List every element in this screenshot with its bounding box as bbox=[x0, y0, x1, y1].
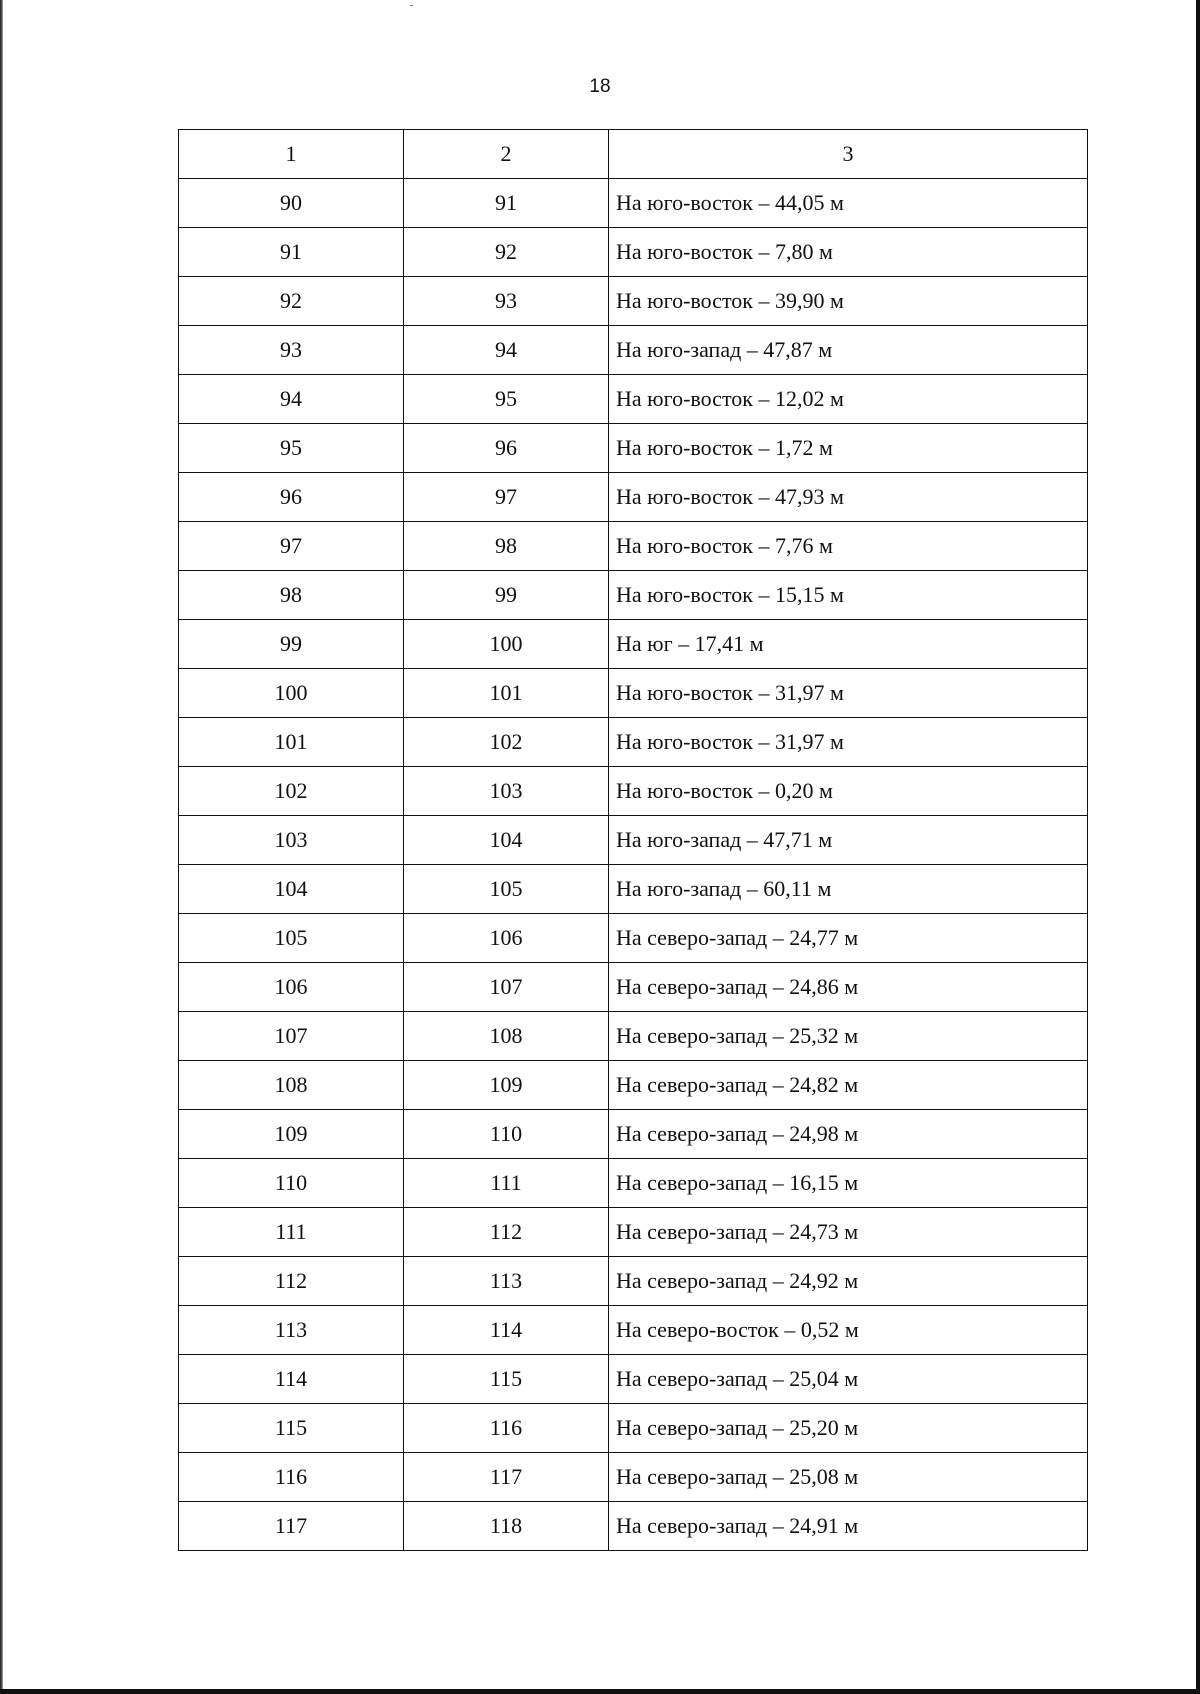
direction-distance-cell: На юго-восток – 39,90 м bbox=[609, 277, 1088, 326]
table-row bbox=[179, 865, 1088, 914]
direction-distance-cell: На северо-запад – 24,82 м bbox=[609, 1061, 1088, 1110]
table-row bbox=[179, 1502, 1088, 1551]
from-point-cell: 111 bbox=[179, 1208, 404, 1257]
from-point-cell: 94 bbox=[179, 375, 404, 424]
direction-distance-cell: На юго-запад – 47,71 м bbox=[609, 816, 1088, 865]
direction-distance-cell: На юго-восток – 0,20 м bbox=[609, 767, 1088, 816]
table-row bbox=[179, 277, 1088, 326]
to-point-cell: 109 bbox=[404, 1061, 609, 1110]
from-point-cell: 116 bbox=[179, 1453, 404, 1502]
to-point-cell: 113 bbox=[404, 1257, 609, 1306]
to-point-cell: 101 bbox=[404, 669, 609, 718]
table-row bbox=[179, 1257, 1088, 1306]
table-row bbox=[179, 1061, 1088, 1110]
from-point-cell: 104 bbox=[179, 865, 404, 914]
header-cell-1: 1 bbox=[179, 130, 404, 179]
from-point-cell: 92 bbox=[179, 277, 404, 326]
to-point-cell: 104 bbox=[404, 816, 609, 865]
direction-distance-cell: На юго-восток – 44,05 м bbox=[609, 179, 1088, 228]
table-row bbox=[179, 1404, 1088, 1453]
table-row bbox=[179, 914, 1088, 963]
to-point-cell: 116 bbox=[404, 1404, 609, 1453]
direction-distance-cell: На юго-восток – 31,97 м bbox=[609, 669, 1088, 718]
from-point-cell: 113 bbox=[179, 1306, 404, 1355]
table-row bbox=[179, 179, 1088, 228]
table-row bbox=[179, 1208, 1088, 1257]
direction-distance-cell: На северо-запад – 25,04 м bbox=[609, 1355, 1088, 1404]
to-point-cell: 103 bbox=[404, 767, 609, 816]
scan-edge-bottom bbox=[0, 1689, 1200, 1694]
from-point-cell: 102 bbox=[179, 767, 404, 816]
direction-distance-cell: На северо-восток – 0,52 м bbox=[609, 1306, 1088, 1355]
from-point-cell: 109 bbox=[179, 1110, 404, 1159]
direction-distance-cell: На северо-запад – 25,32 м bbox=[609, 1012, 1088, 1061]
to-point-cell: 107 bbox=[404, 963, 609, 1012]
table-row bbox=[179, 1306, 1088, 1355]
to-point-cell: 92 bbox=[404, 228, 609, 277]
direction-distance-cell: На юго-восток – 1,72 м bbox=[609, 424, 1088, 473]
direction-distance-cell: На северо-запад – 24,77 м bbox=[609, 914, 1088, 963]
header-cell-2: 2 bbox=[404, 130, 609, 179]
table-row bbox=[179, 1159, 1088, 1208]
to-point-cell: 96 bbox=[404, 424, 609, 473]
from-point-cell: 114 bbox=[179, 1355, 404, 1404]
direction-distance-cell: На юг – 17,41 м bbox=[609, 620, 1088, 669]
direction-distance-cell: На северо-запад – 25,20 м bbox=[609, 1404, 1088, 1453]
table-row bbox=[179, 816, 1088, 865]
to-point-cell: 111 bbox=[404, 1159, 609, 1208]
from-point-cell: 101 bbox=[179, 718, 404, 767]
table-row bbox=[179, 963, 1088, 1012]
table-row bbox=[179, 424, 1088, 473]
to-point-cell: 115 bbox=[404, 1355, 609, 1404]
table-row bbox=[179, 1012, 1088, 1061]
from-point-cell: 110 bbox=[179, 1159, 404, 1208]
from-point-cell: 108 bbox=[179, 1061, 404, 1110]
direction-distance-cell: На юго-восток – 12,02 м bbox=[609, 375, 1088, 424]
table-row bbox=[179, 571, 1088, 620]
table-row bbox=[179, 326, 1088, 375]
from-point-cell: 100 bbox=[179, 669, 404, 718]
direction-distance-cell: На северо-запад – 24,91 м bbox=[609, 1502, 1088, 1551]
from-point-cell: 95 bbox=[179, 424, 404, 473]
table-row bbox=[179, 1453, 1088, 1502]
from-point-cell: 107 bbox=[179, 1012, 404, 1061]
table-row bbox=[179, 718, 1088, 767]
to-point-cell: 93 bbox=[404, 277, 609, 326]
scan-edge-right bbox=[1196, 0, 1200, 1694]
from-point-cell: 96 bbox=[179, 473, 404, 522]
to-point-cell: 110 bbox=[404, 1110, 609, 1159]
boundary-table bbox=[178, 129, 1088, 1551]
to-point-cell: 91 bbox=[404, 179, 609, 228]
scan-artifact bbox=[410, 5, 413, 6]
table-row bbox=[179, 228, 1088, 277]
from-point-cell: 103 bbox=[179, 816, 404, 865]
table-row bbox=[179, 669, 1088, 718]
from-point-cell: 93 bbox=[179, 326, 404, 375]
from-point-cell: 106 bbox=[179, 963, 404, 1012]
to-point-cell: 114 bbox=[404, 1306, 609, 1355]
direction-distance-cell: На северо-запад – 24,86 м bbox=[609, 963, 1088, 1012]
direction-distance-cell: На юго-восток – 47,93 м bbox=[609, 473, 1088, 522]
table-row bbox=[179, 375, 1088, 424]
to-point-cell: 118 bbox=[404, 1502, 609, 1551]
to-point-cell: 94 bbox=[404, 326, 609, 375]
direction-distance-cell: На северо-запад – 25,08 м bbox=[609, 1453, 1088, 1502]
to-point-cell: 99 bbox=[404, 571, 609, 620]
direction-distance-cell: На юго-восток – 15,15 м bbox=[609, 571, 1088, 620]
direction-distance-cell: На северо-запад – 24,92 м bbox=[609, 1257, 1088, 1306]
table-row bbox=[179, 1355, 1088, 1404]
direction-distance-cell: На северо-запад – 16,15 м bbox=[609, 1159, 1088, 1208]
to-point-cell: 100 bbox=[404, 620, 609, 669]
to-point-cell: 95 bbox=[404, 375, 609, 424]
from-point-cell: 99 bbox=[179, 620, 404, 669]
from-point-cell: 91 bbox=[179, 228, 404, 277]
from-point-cell: 105 bbox=[179, 914, 404, 963]
to-point-cell: 106 bbox=[404, 914, 609, 963]
to-point-cell: 105 bbox=[404, 865, 609, 914]
from-point-cell: 112 bbox=[179, 1257, 404, 1306]
direction-distance-cell: На северо-запад – 24,98 м bbox=[609, 1110, 1088, 1159]
table-row bbox=[179, 620, 1088, 669]
table-row bbox=[179, 767, 1088, 816]
from-point-cell: 117 bbox=[179, 1502, 404, 1551]
direction-distance-cell: На юго-запад – 60,11 м bbox=[609, 865, 1088, 914]
direction-distance-cell: На юго-восток – 7,80 м bbox=[609, 228, 1088, 277]
direction-distance-cell: На северо-запад – 24,73 м bbox=[609, 1208, 1088, 1257]
table-row bbox=[179, 1110, 1088, 1159]
page-number: 18 bbox=[589, 76, 611, 97]
direction-distance-cell: На юго-восток – 7,76 м bbox=[609, 522, 1088, 571]
table-row bbox=[179, 522, 1088, 571]
direction-distance-cell: На юго-запад – 47,87 м bbox=[609, 326, 1088, 375]
to-point-cell: 112 bbox=[404, 1208, 609, 1257]
from-point-cell: 98 bbox=[179, 571, 404, 620]
to-point-cell: 98 bbox=[404, 522, 609, 571]
header-cell-3: 3 bbox=[609, 130, 1088, 179]
table-row bbox=[179, 473, 1088, 522]
from-point-cell: 97 bbox=[179, 522, 404, 571]
table-header-row bbox=[179, 130, 1088, 179]
to-point-cell: 108 bbox=[404, 1012, 609, 1061]
from-point-cell: 90 bbox=[179, 179, 404, 228]
scan-edge-left bbox=[0, 0, 3, 1694]
to-point-cell: 102 bbox=[404, 718, 609, 767]
to-point-cell: 97 bbox=[404, 473, 609, 522]
direction-distance-cell: На юго-восток – 31,97 м bbox=[609, 718, 1088, 767]
to-point-cell: 117 bbox=[404, 1453, 609, 1502]
from-point-cell: 115 bbox=[179, 1404, 404, 1453]
